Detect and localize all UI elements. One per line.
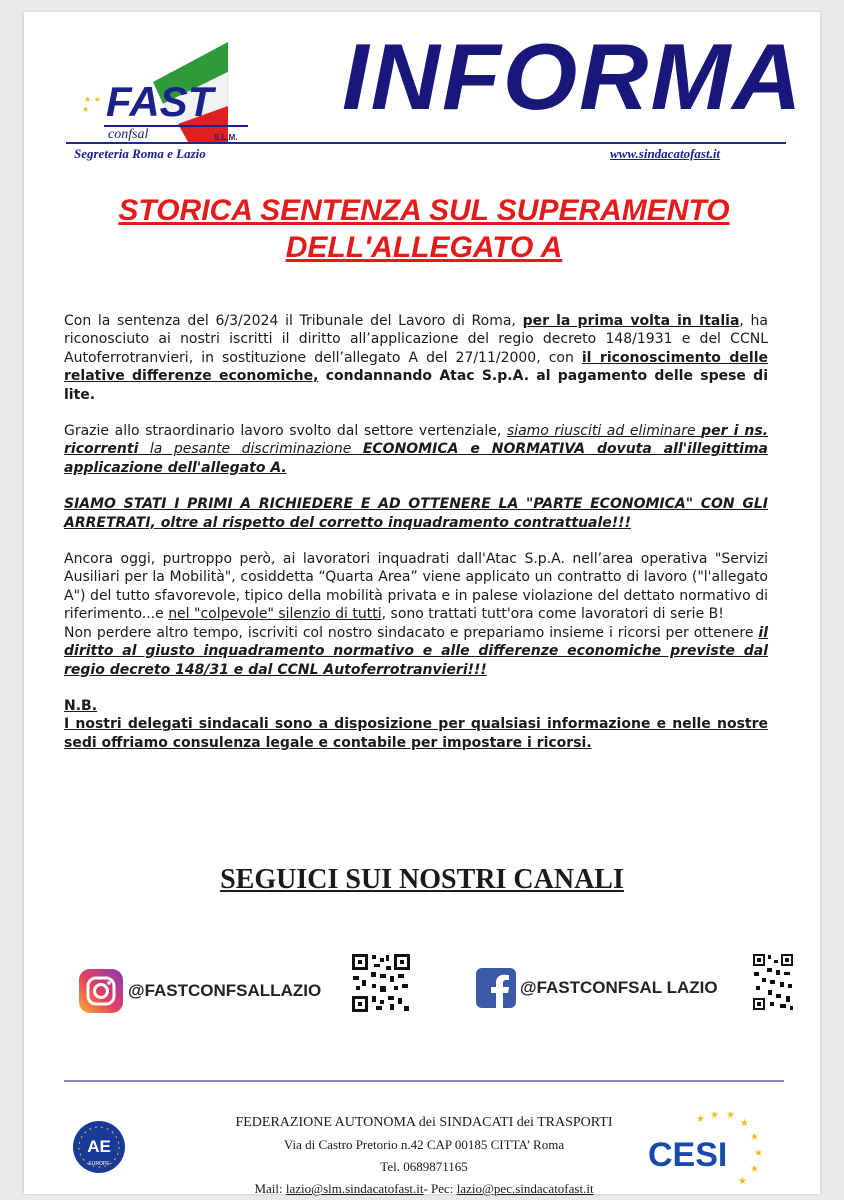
header-divider [66, 142, 786, 144]
document-page [24, 12, 820, 1194]
p2-text-d: la pesante discriminazione [138, 441, 363, 458]
nb-text: I nostri delegati sindacali sono a disposizione per qualsiasi informazione e nelle nostre sedi offriamo consulenza legale e contabile per impostare i ricorsi. [64, 716, 768, 751]
nb-label: N.B. [64, 697, 98, 714]
p2-text-b: siamo riusciti ad eliminare [506, 423, 702, 440]
p5-text-a: Non perdere altro tempo, iscriviti col nostro sindacato e prepariamo insieme i ricorsi per ottenere [64, 624, 759, 641]
footer-divider [64, 1080, 784, 1082]
p3-text-a: SIAMO STATI I PRIMI A RICHIEDERE E AD OTTENERE LA "PARTE ECONOMICA" CON GLI ARRETRATI, [64, 496, 768, 531]
social-heading: SEGUICI SUI NOSTRI CANALI [220, 864, 624, 895]
mail-link[interactable]: lazio@slm.sindacatofast.it [285, 1181, 424, 1196]
logo-fast-text: FAST [106, 78, 214, 125]
pec-label: - Pec: [423, 1181, 457, 1196]
paragraph-5 [64, 624, 768, 679]
footer-address: Via di Castro Pretorio n.42 CAP 00185 CITTA’ Roma [283, 1137, 565, 1152]
paragraph-3 [64, 495, 768, 532]
fast-confsal-logo [68, 34, 263, 149]
instagram-handle: @FASTCONFSALLAZIO [128, 981, 322, 1000]
website-link[interactable]: www.sindacatofast.it [610, 146, 721, 161]
document-title [54, 192, 794, 266]
ae-logo-subtext: EUROPE [88, 1161, 110, 1167]
facebook-qr-code [752, 952, 794, 1012]
footer-federation: FEDERAZIONE AUTONOMA dei SINDACATI dei TRASPORTI [235, 1115, 613, 1130]
facebook-channel[interactable] [476, 968, 718, 1008]
footer-contacts [174, 1112, 674, 1200]
p2-text-c: per i ns. ricorrenti [64, 423, 768, 458]
paragraph-4 [64, 550, 768, 624]
footer-tel: Tel. 0689871165 [380, 1159, 468, 1174]
p4-text-b: nel "colpevole" silenzio di tutti [168, 606, 382, 623]
svg-text:★: ★ [738, 1176, 747, 1186]
facebook-icon [476, 968, 516, 1008]
svg-text:★: ★ [754, 1148, 763, 1159]
logo-confsal-text: confsal [108, 127, 149, 142]
informa-headline: INFORMA [342, 24, 804, 129]
svg-text:★ ★: ★ ★ [84, 95, 101, 104]
document-body [64, 312, 768, 752]
facebook-handle: @FASTCONFSAL LAZIO [520, 978, 718, 997]
title-line-2: DELL'ALLEGATO A [285, 231, 563, 264]
pec-link[interactable]: lazio@pec.sindacatofast.it [456, 1181, 594, 1196]
cesi-logo [642, 1106, 782, 1186]
p4-text-a: Ancora oggi, purtroppo però, ai lavoratori inquadrati dall'Atac S.p.A. nell’area operativa "Servizi Ausiliari per la Mobilità", cosiddetta “Quarta Area” viene applicato un contratto di lavoro ("l'allegato A") del tutto sfavorevole, tipico della mobilità privata e in palese violazione del dettato normativo di riferimento...e [64, 551, 768, 623]
svg-text:★: ★ [710, 1110, 719, 1121]
p2-text-a: Grazie allo straordinario lavoro svolto dal settore vertenziale, [64, 423, 507, 440]
secretariat-label: Segreteria Roma e Lazio [74, 146, 206, 161]
mail-label: Mail: [254, 1181, 286, 1196]
p1-text-a: Con la sentenza del 6/3/2024 il Tribunale del Lavoro di Roma, [64, 313, 523, 329]
svg-text:★: ★ [696, 1114, 705, 1125]
instagram-icon [78, 968, 124, 1014]
svg-text:★: ★ [750, 1164, 759, 1175]
p1-text-c: , ha riconosciuto ai nostri iscritti il diritto all’applicazione del regio decreto 148/1931 e del CCNL Autoferrotranvieri, in sostituzione dell’allegato A del 27/11/2000, con [64, 313, 768, 366]
title-line-1: STORICA SENTENZA SUL SUPERAMENTO [118, 194, 730, 227]
paragraph-1 [64, 312, 768, 404]
p1-text-d: il riconoscimento delle relative differenze economiche, [64, 349, 769, 385]
ae-logo-text: AE [87, 1137, 111, 1156]
svg-text:★: ★ [750, 1132, 759, 1143]
cesi-logo-text: CESI [648, 1136, 728, 1174]
p2-text-e: ECONOMICA e NORMATIVA dovuta all'illegittima applicazione dell'allegato A. [64, 441, 768, 476]
svg-text:★: ★ [82, 105, 90, 114]
svg-text:★: ★ [740, 1118, 749, 1129]
paragraph-2 [64, 422, 768, 477]
ae-europe-logo [72, 1120, 126, 1174]
svg-text:★: ★ [726, 1110, 735, 1121]
p3-text-b: oltre al rispetto del corretto inquadramento contrattuale!!! [155, 514, 631, 531]
p1-text-e: condannando Atac S.p.A. al pagamento delle spese di lite. [64, 368, 768, 403]
instagram-qr-code [350, 952, 412, 1014]
p4-text-c: , sono trattati tutt'ora come lavoratori di serie B! [381, 606, 724, 623]
instagram-channel[interactable] [78, 968, 321, 1014]
p5-text-b: il diritto al giusto inquadramento normativo e alle differenze economiche previste dal regio decreto 148/31 e dal CCNL Autoferrotranvieri!!! [64, 624, 768, 678]
logo-slm-text: S.L.M. [214, 133, 238, 142]
footer-mail-row [174, 1178, 674, 1200]
p1-text-b: per la prima volta in Italia [522, 313, 740, 329]
